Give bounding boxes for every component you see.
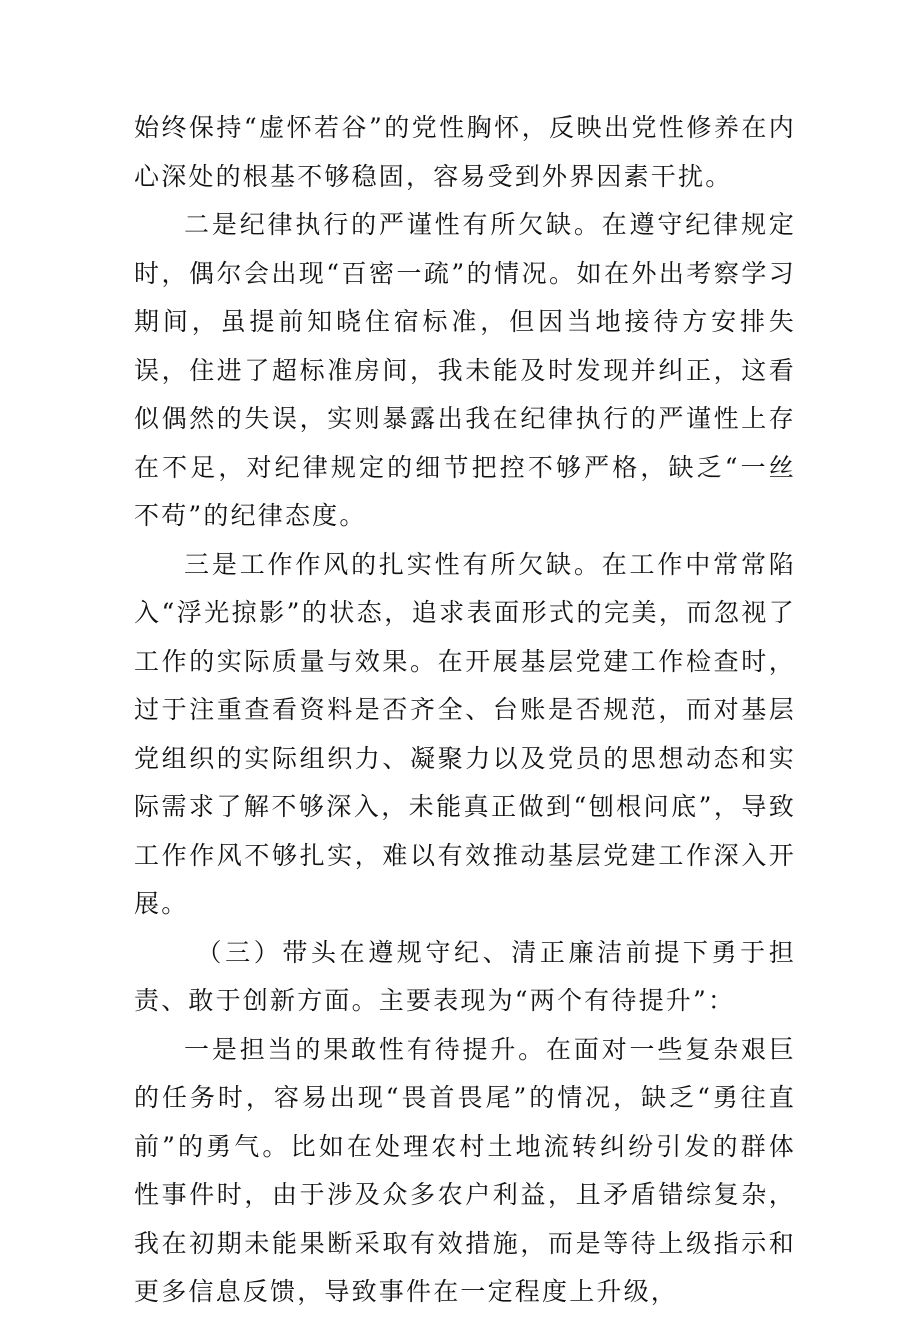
paragraph-work-style: 三是工作作风的扎实性有所欠缺。在工作中常常陷入“浮光掠影”的状态，追求表面形式的完美，而忽视了工作的实际质量与效果。在开展基层党建工作检查时，过于注重查看资料是否齐全、台账是否规范，而对基层党组织的实际组织力、凝聚力以及党员的思想动态和实际需求了解不够深入，未能真正做到“刨根问底”，导致工作作风不够扎实，难以有效推动基层党建工作深入开展。 xyxy=(134,549,796,918)
section-heading: （三）带头在遵规守纪、清正廉洁前提下勇于担责、敢于创新方面。主要表现为“两个有待提升”： xyxy=(134,937,796,1015)
paragraph-continuation: 始终保持“虚怀若谷”的党性胸怀，反映出党性修养在内心深处的根基不够稳固，容易受到外界因素干扰。 xyxy=(134,113,796,191)
paragraph-responsibility: 一是担当的果敢性有待提升。在面对一些复杂艰巨的任务时，容易出现“畏首畏尾”的情况，缺乏“勇往直前”的勇气。比如在处理农村土地流转纠纷引发的群体性事件时，由于涉及众多农户利益，且矛盾错综复杂，我在初期未能果断采取有效措施，而是等待上级指示和更多信息反馈，导致事件在一定程度上升级， xyxy=(134,1034,796,1306)
paragraph-discipline: 二是纪律执行的严谨性有所欠缺。在遵守纪律规定时，偶尔会出现“百密一疏”的情况。如在外出考察学习期间，虽提前知晓住宿标准，但因当地接待方安排失误，住进了超标准房间，我未能及时发现并纠正，这看似偶然的失误，实则暴露出我在纪律执行的严谨性上存在不足，对纪律规定的细节把控不够严格，缺乏“一丝不苟”的纪律态度。 xyxy=(134,210,796,530)
document-body xyxy=(134,104,796,1317)
